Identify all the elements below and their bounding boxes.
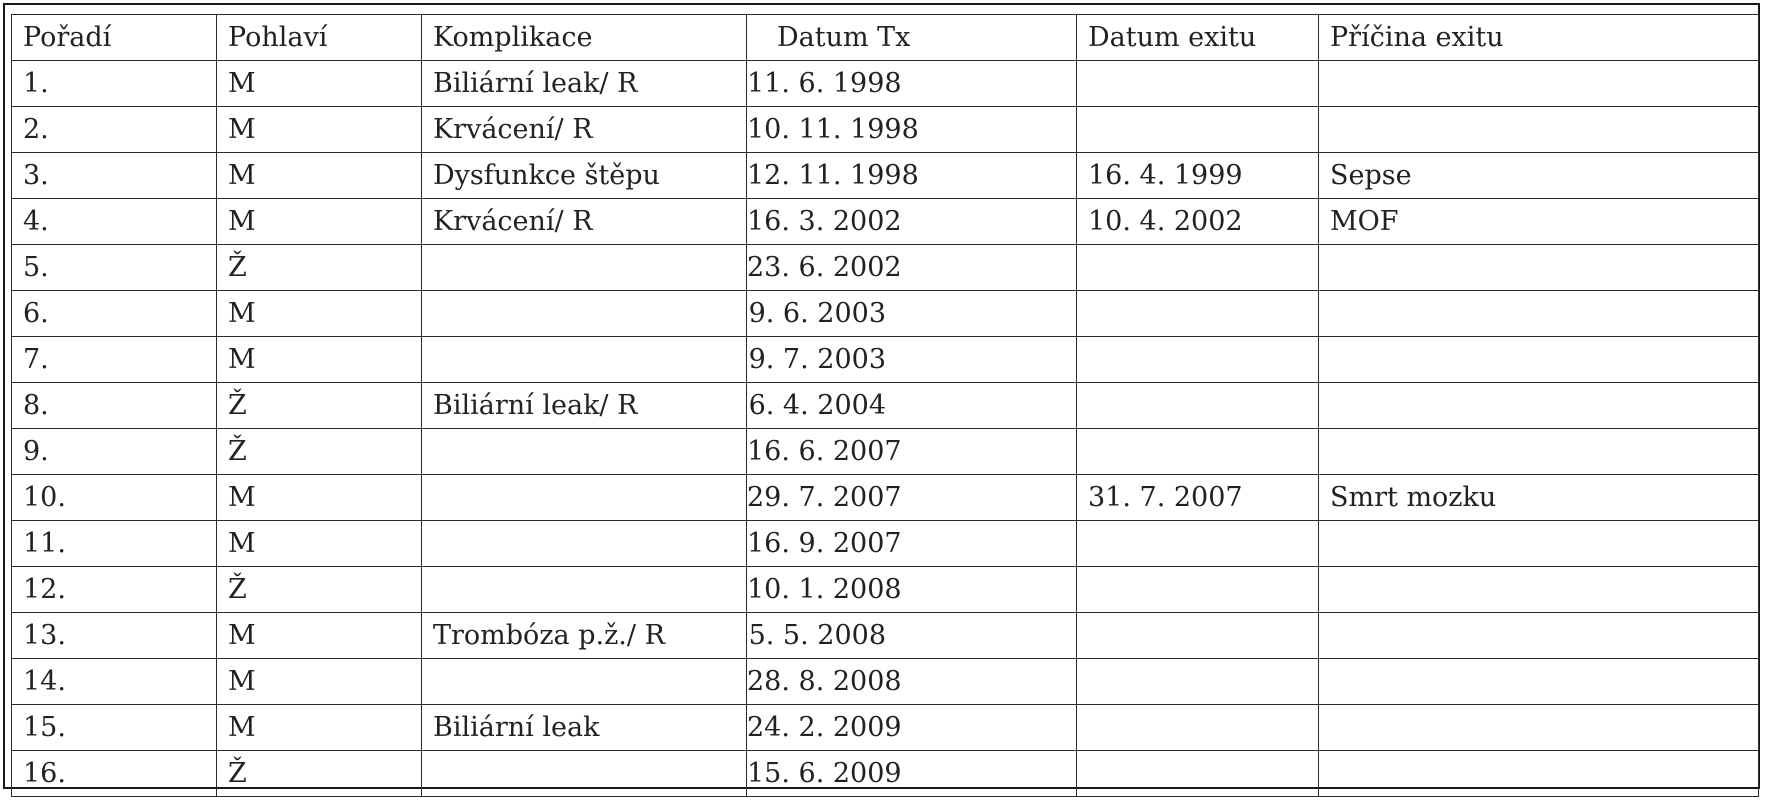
cell-pohlavi: Ž (217, 245, 422, 291)
table-row (12, 291, 1759, 337)
header-komplikace: Komplikace (422, 15, 747, 61)
cell-pohlavi: M (217, 199, 422, 245)
cell-komplikace: Dysfunkce štěpu (422, 153, 747, 199)
table-row (12, 521, 1759, 567)
cell-komplikace: Krvácení/ R (422, 107, 747, 153)
table-row (12, 337, 1759, 383)
cell-datum-exitu (1077, 751, 1319, 797)
header-poradi: Pořadí (12, 15, 217, 61)
table-header-row (12, 15, 1759, 61)
cell-pricina-exitu (1319, 291, 1759, 337)
cell-pricina-exitu: Smrt mozku (1319, 475, 1759, 521)
cell-datum-tx: 29. 7. 2007 (747, 475, 1077, 521)
cell-datum-exitu (1077, 337, 1319, 383)
cell-datum-tx: 9. 6. 2003 (747, 291, 1077, 337)
cell-datum-exitu (1077, 291, 1319, 337)
cell-datum-exitu: 10. 4. 2002 (1077, 199, 1319, 245)
cell-pricina-exitu (1319, 429, 1759, 475)
cell-poradi: 8. (12, 383, 217, 429)
cell-datum-exitu (1077, 613, 1319, 659)
cell-datum-exitu (1077, 107, 1319, 153)
cell-pohlavi: M (217, 291, 422, 337)
cell-poradi: 11. (12, 521, 217, 567)
cell-datum-exitu (1077, 61, 1319, 107)
cell-poradi: 12. (12, 567, 217, 613)
header-pricina-exitu: Příčina exitu (1319, 15, 1759, 61)
cell-pohlavi: M (217, 337, 422, 383)
cell-datum-tx: 6. 4. 2004 (747, 383, 1077, 429)
cell-pohlavi: M (217, 61, 422, 107)
cell-datum-tx: 15. 6. 2009 (747, 751, 1077, 797)
cell-datum-exitu (1077, 705, 1319, 751)
cell-pricina-exitu (1319, 567, 1759, 613)
cell-pricina-exitu (1319, 383, 1759, 429)
cell-komplikace (422, 521, 747, 567)
cell-pohlavi: M (217, 107, 422, 153)
cell-pricina-exitu (1319, 613, 1759, 659)
cell-poradi: 6. (12, 291, 217, 337)
cell-poradi: 16. (12, 751, 217, 797)
cell-pricina-exitu: MOF (1319, 199, 1759, 245)
cell-poradi: 14. (12, 659, 217, 705)
cell-pricina-exitu (1319, 337, 1759, 383)
cell-komplikace: Biliární leak/ R (422, 61, 747, 107)
cell-datum-tx: 12. 11. 1998 (747, 153, 1077, 199)
cell-datum-exitu (1077, 567, 1319, 613)
cell-pohlavi: Ž (217, 429, 422, 475)
cell-datum-tx: 10. 1. 2008 (747, 567, 1077, 613)
cell-poradi: 5. (12, 245, 217, 291)
cell-poradi: 15. (12, 705, 217, 751)
header-datum-tx: Datum Tx (747, 15, 1077, 61)
cell-datum-exitu (1077, 521, 1319, 567)
cell-datum-exitu: 16. 4. 1999 (1077, 153, 1319, 199)
cell-datum-exitu (1077, 659, 1319, 705)
table-row (12, 199, 1759, 245)
cell-datum-exitu (1077, 429, 1319, 475)
header-datum-exitu: Datum exitu (1077, 15, 1319, 61)
cell-poradi: 1. (12, 61, 217, 107)
cell-pohlavi: M (217, 705, 422, 751)
table-row (12, 61, 1759, 107)
table-row (12, 383, 1759, 429)
cell-datum-tx: 9. 7. 2003 (747, 337, 1077, 383)
cell-komplikace (422, 245, 747, 291)
header-pohlavi: Pohlaví (217, 15, 422, 61)
cell-datum-tx: 10. 11. 1998 (747, 107, 1077, 153)
cell-poradi: 3. (12, 153, 217, 199)
cell-poradi: 4. (12, 199, 217, 245)
table-row (12, 751, 1759, 797)
patients-table (11, 14, 1759, 797)
table-row (12, 107, 1759, 153)
cell-komplikace (422, 475, 747, 521)
cell-komplikace: Krvácení/ R (422, 199, 747, 245)
cell-datum-tx: 5. 5. 2008 (747, 613, 1077, 659)
cell-pricina-exitu (1319, 659, 1759, 705)
cell-poradi: 13. (12, 613, 217, 659)
cell-pohlavi: M (217, 659, 422, 705)
cell-datum-exitu (1077, 383, 1319, 429)
cell-komplikace: Biliární leak (422, 705, 747, 751)
cell-pohlavi: Ž (217, 567, 422, 613)
cell-pricina-exitu (1319, 521, 1759, 567)
cell-datum-tx: 28. 8. 2008 (747, 659, 1077, 705)
cell-komplikace (422, 567, 747, 613)
cell-pohlavi: M (217, 153, 422, 199)
table-row (12, 153, 1759, 199)
cell-datum-tx: 11. 6. 1998 (747, 61, 1077, 107)
table-row (12, 429, 1759, 475)
cell-datum-tx: 16. 3. 2002 (747, 199, 1077, 245)
table-row (12, 567, 1759, 613)
cell-komplikace: Trombóza p.ž./ R (422, 613, 747, 659)
table-row (12, 245, 1759, 291)
cell-pohlavi: M (217, 475, 422, 521)
cell-datum-tx: 16. 9. 2007 (747, 521, 1077, 567)
cell-datum-tx: 24. 2. 2009 (747, 705, 1077, 751)
cell-poradi: 7. (12, 337, 217, 383)
cell-datum-tx: 16. 6. 2007 (747, 429, 1077, 475)
cell-datum-tx: 23. 6. 2002 (747, 245, 1077, 291)
cell-pricina-exitu: Sepse (1319, 153, 1759, 199)
cell-pohlavi: M (217, 521, 422, 567)
cell-pohlavi: M (217, 613, 422, 659)
cell-komplikace: Biliární leak/ R (422, 383, 747, 429)
cell-pricina-exitu (1319, 751, 1759, 797)
cell-komplikace (422, 291, 747, 337)
cell-datum-exitu (1077, 245, 1319, 291)
cell-komplikace (422, 659, 747, 705)
cell-pohlavi: Ž (217, 383, 422, 429)
cell-pricina-exitu (1319, 107, 1759, 153)
cell-komplikace (422, 429, 747, 475)
cell-poradi: 9. (12, 429, 217, 475)
cell-datum-exitu: 31. 7. 2007 (1077, 475, 1319, 521)
cell-pricina-exitu (1319, 245, 1759, 291)
cell-poradi: 10. (12, 475, 217, 521)
cell-pricina-exitu (1319, 705, 1759, 751)
table-row (12, 659, 1759, 705)
cell-pohlavi: Ž (217, 751, 422, 797)
cell-poradi: 2. (12, 107, 217, 153)
table-row (12, 613, 1759, 659)
cell-pricina-exitu (1319, 61, 1759, 107)
cell-komplikace (422, 337, 747, 383)
cell-komplikace (422, 751, 747, 797)
table-row (12, 475, 1759, 521)
table-row (12, 705, 1759, 751)
